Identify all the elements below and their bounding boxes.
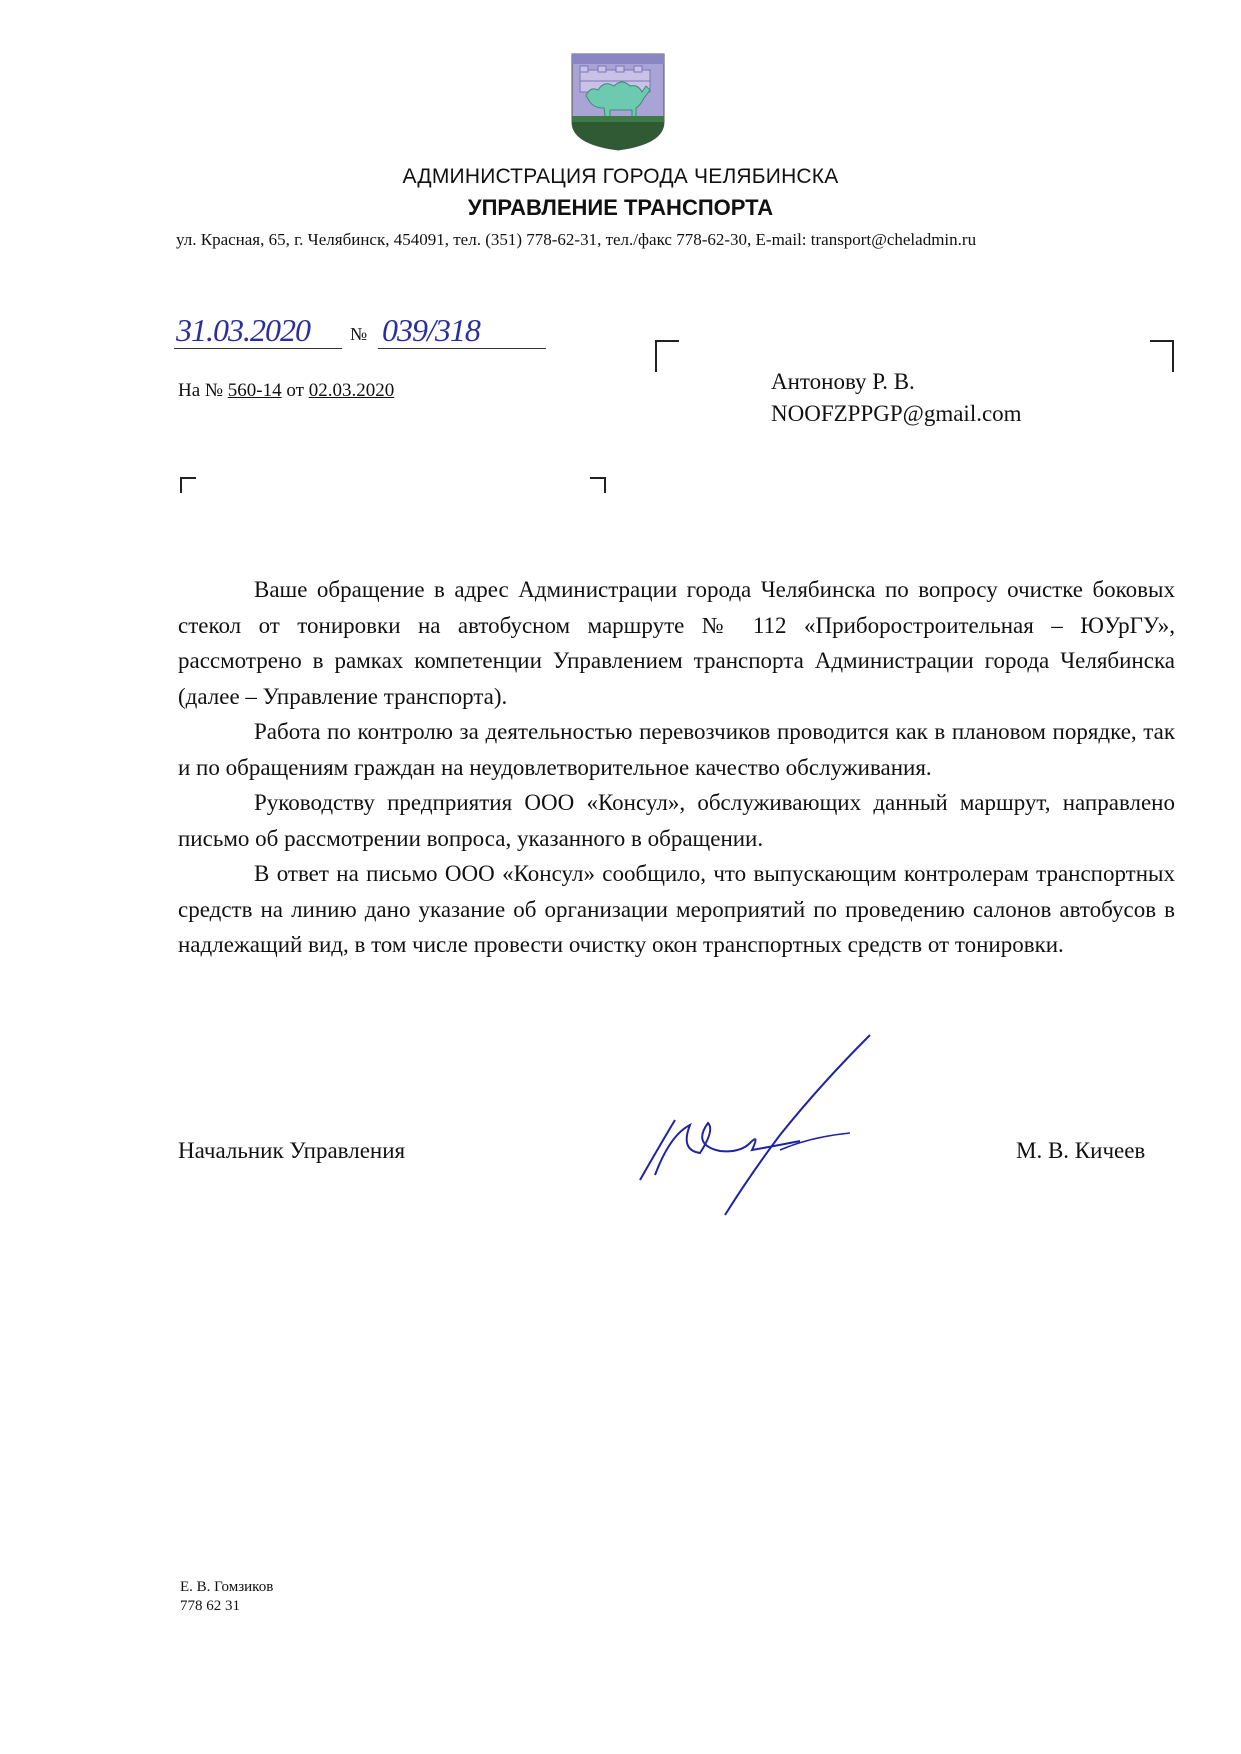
letter-body [178,572,1175,963]
recipient-block [771,366,1022,430]
registration-date: 31.03.2020 [176,312,310,348]
executor-block [180,1578,273,1616]
reference-prefix: На № [178,380,224,401]
body-paragraph: Работа по контролю за деятельностью перевозчиков проводится как в плановом порядке, так и по обращениям граждан на неудовлетворительное качество обслуживания. [178,719,1175,780]
subject-corner-top-left [180,477,196,493]
registration-number: 039/318 [382,312,480,348]
subject-corner-top-right [590,477,606,493]
handwritten-signature-icon [630,1025,960,1225]
reference-line [178,380,394,402]
recipient-email: NOOFZPPGP@gmail.com [771,401,1022,426]
executor-phone: 778 62 31 [180,1598,240,1614]
date-underline [174,348,342,349]
number-underline [378,348,546,349]
executor-name: Е. В. Гомзиков [180,1579,274,1595]
chelyabinsk-camel-crest-icon [570,52,666,152]
body-paragraph: В ответ на письмо ООО «Консул» сообщило, что выпускающим контролерам транспортных средств на линию дано указание об организации мероприятий по проведению салонов автобусов в надлежащий вид, в том числе провести очистку окон транспортных средств от тонировки. [178,861,1175,957]
letterhead-address: ул. Красная, 65, г. Челябинск, 454091, тел. (351) 778-62-31, тел./факс 778-62-30, E-mail: transport@cheladmin.ru [176,230,977,249]
body-paragraph: Ваше обращение в адрес Администрации города Челябинска по вопросу очистке боковых стекол от тонировки на автобусном маршруте № 112 «Приборостроительная – ЮУрГУ», рассмотрено в рамках компетенции Управлением транспорта Администрации города Челябинска (далее – Управление транспорта). [178,577,1175,709]
reference-from: от [286,380,304,401]
reference-date: 02.03.2020 [308,380,395,401]
recipient-corner-top-right [1150,340,1174,372]
signer-title: Начальник Управления [178,1138,406,1163]
body-paragraph: Руководству предприятия ООО «Консул», обслуживающих данный маршрут, направлено письмо об рассмотрении вопроса, указанного в обращении. [178,790,1175,851]
reference-number: 560-14 [227,380,282,401]
organization-name: АДМИНИСТРАЦИЯ ГОРОДА ЧЕЛЯБИНСКА [402,165,839,188]
registration-line [174,312,574,354]
recipient-corner-top-left [655,340,679,372]
registration-number-sign: № [350,324,368,344]
department-name: УПРАВЛЕНИЕ ТРАНСПОРТА [467,195,774,220]
recipient-name: Антонову Р. В. [771,369,915,394]
signer-name: М. В. Кичеев [1016,1138,1146,1163]
